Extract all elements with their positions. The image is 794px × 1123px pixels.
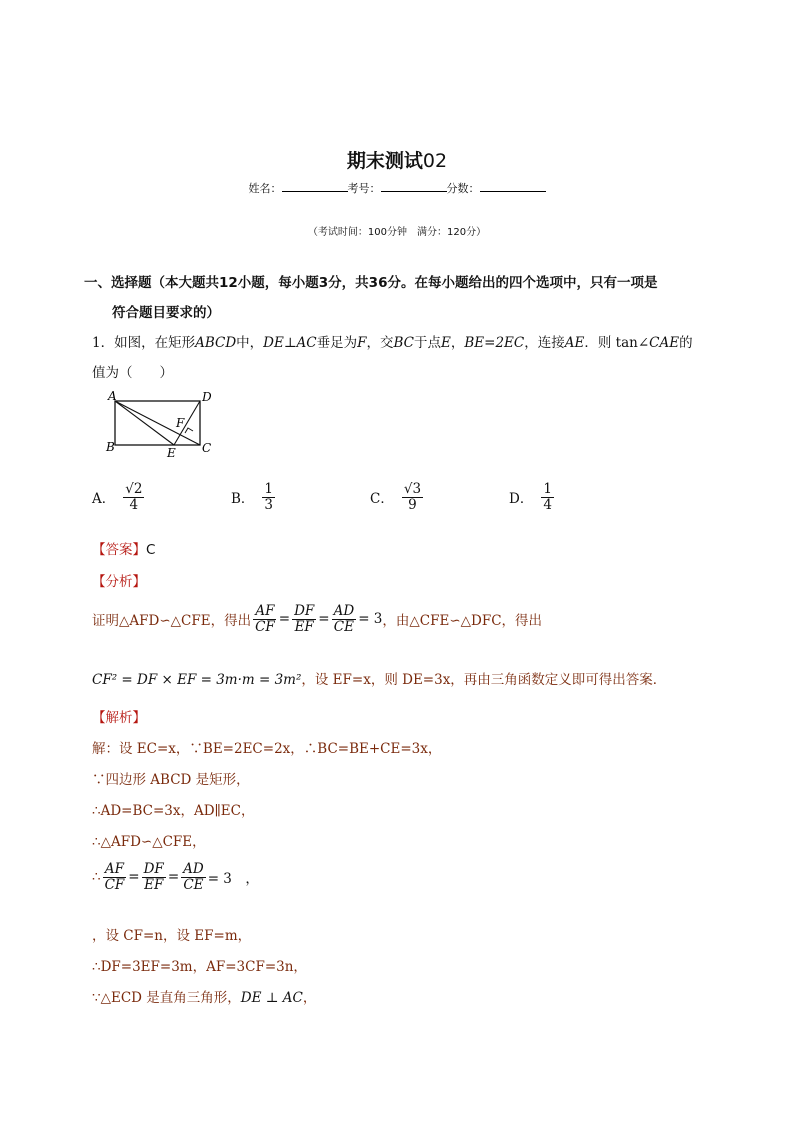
solution-label: 【解析】 [92,710,146,726]
section-heading-line1: 一、选择题（本大题共12小题，每小题3分，共36分。在每小题给出的四个选项中，只有一项是 [84,275,658,291]
option-c[interactable]: C． $\frac{√3}{9}$ [370,481,422,513]
option-b[interactable]: B． $\frac{1}{3}$ [231,481,274,513]
title-text: 期末测试 [346,150,423,172]
label-a: A [108,389,117,403]
id-label: 考号： [347,182,381,195]
solution-line-3: ∴AD=BC=3x，AD∥EC， [92,803,255,819]
score-blank[interactable] [480,181,546,192]
question-1-line1: 1．如图，在矩形ABCD中，DE⊥AC垂足为F，交BC于点E，BE=2EC，连接AE．则 tan∠CAE的 [92,335,693,351]
question-1-line2: 值为（ ） [92,365,173,381]
exam-time-note: （考试时间：100分钟 满分：120分） [307,227,487,238]
option-d[interactable]: D． $\frac{1}{4}$ [509,481,552,513]
label-b: B [106,440,115,454]
page-title [0,146,794,173]
score-label: 分数： [446,182,480,195]
name-label: 姓名： [248,182,282,195]
segment-ae [115,401,174,445]
label-c: C [202,441,212,455]
label-f: F [176,416,185,430]
solution-line-4: ∴△AFD∽△CFE， [92,834,206,850]
solution-line-1: 解：设 EC=x，∵BE=2EC=2x，∴BC=BE+CE=3x， [92,741,442,757]
student-info-line [0,180,794,196]
solution-line-5: ∴ $\frac{AF}{CF}$ = $\frac{DF}{EF}$ = $\frac{AD}{CE}$ = 3 ， [92,861,259,893]
solution-line-7: ∴DF=3EF=3m，AF=3CF=3n， [92,959,307,975]
right-angle-mark [185,428,193,433]
question-1 [92,328,712,388]
solution-line-8: ∵△ECD 是直角三角形，DE ⊥ AC， [92,990,317,1006]
solution-line-6: ，设 CF=n，设 EF=m， [92,928,252,944]
answer-label: 【答案】 [92,542,146,558]
label-d: D [202,390,212,404]
option-a[interactable]: A． $\frac{√2}{4}$ [92,481,143,513]
title-number: 02 [422,150,448,172]
section-heading-line2: 符合题目要求的） [112,305,220,321]
rectangle-figure [100,388,230,460]
analysis-line-2: CF² = DF × EF = 3m·m = 3m²，设 EF=x，则 DE=3x，再由三角函数定义即可得出答案． [92,672,667,688]
label-e: E [167,446,176,460]
analysis-line-1: 证明△AFD∽△CFE，得出 $\frac{AF}{CF}$ = $\frac{DF}{EF}$ = $\frac{AD}{CE}$ = 3 ，由△CFE∽△DFC，得出 [92,603,543,635]
id-blank[interactable] [381,181,447,192]
section-heading [84,268,712,328]
answer-value: C [146,542,156,558]
solution-line-2: ∵四边形 ABCD 是矩形， [92,772,250,788]
analysis-label: 【分析】 [92,574,146,590]
name-blank[interactable] [282,181,348,192]
answer-line [92,538,155,558]
